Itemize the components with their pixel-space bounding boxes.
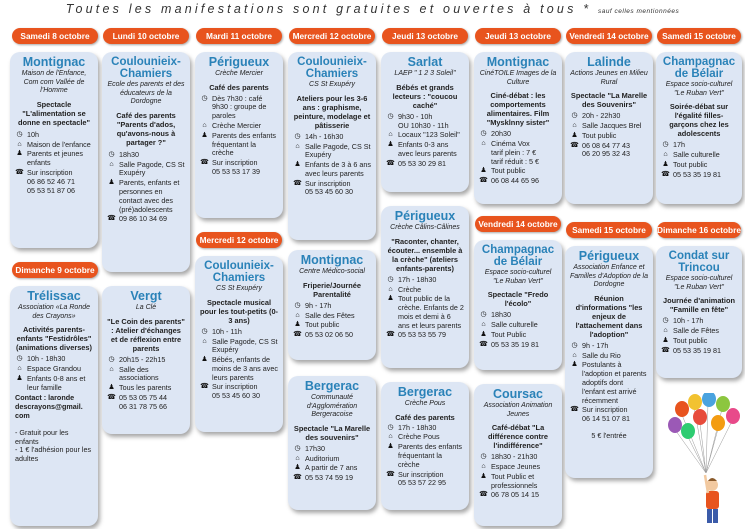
- city: Coulounieix-Chamiers: [111, 56, 181, 81]
- person-icon: ♟: [294, 161, 301, 169]
- place: Salle de Fêtes: [673, 326, 719, 336]
- city: Vergt: [130, 289, 162, 303]
- event-card: [656, 246, 742, 378]
- place: Espace Jeunes: [491, 462, 541, 472]
- balloons-illustration: [662, 393, 744, 528]
- organizer: La Clé: [135, 304, 157, 312]
- time: 9h - 17h: [582, 340, 609, 350]
- organizer: Ecole des parents et des éducateurs de la Dordogne: [107, 81, 185, 106]
- event-title: "Raconter, chanter, écouter... ensemble à la crèche" (ateliers enfants-parents): [387, 236, 463, 273]
- place: Auditorium: [305, 453, 340, 463]
- phone-icon: ☎: [293, 179, 302, 187]
- person-icon: ♟: [662, 336, 669, 344]
- event-card: [474, 240, 562, 370]
- clock-icon: ◷: [387, 423, 394, 431]
- event-card: [288, 250, 376, 360]
- pin-icon: ⌂: [109, 160, 114, 168]
- phone-icon: ☎: [661, 346, 670, 354]
- place: Salle Jacques Brel: [582, 121, 642, 131]
- organizer: Actions Jeunes en Milieu Rural: [570, 70, 648, 86]
- clock-icon: ◷: [480, 130, 487, 138]
- city: Coulounieix-Chamiers: [204, 260, 274, 285]
- time: 10h - 11h: [212, 326, 242, 336]
- place: Salle Pagode, CS St Exupéry: [212, 336, 278, 355]
- person-icon: ♟: [480, 330, 487, 338]
- phone: 06 86 52 46 71: [27, 176, 75, 186]
- city: Périgueux: [208, 55, 270, 69]
- person-icon: ♟: [480, 472, 487, 480]
- event-card: [195, 256, 283, 432]
- time: 20h15 - 22h15: [119, 354, 166, 364]
- city: Champagnac de Bélair: [662, 56, 736, 81]
- phone: 06 08 44 65 96: [491, 176, 539, 186]
- clock-icon: ◷: [387, 275, 394, 283]
- audience: Tout public: [491, 166, 526, 176]
- child-figure: [705, 475, 719, 523]
- phone: 05 53 35 19 81: [673, 345, 721, 355]
- phone-icon: ☎: [661, 170, 670, 178]
- audience: Bébés, enfants de moins de 3 ans avec leurs parents: [212, 355, 278, 382]
- clock-icon: ◷: [108, 150, 115, 158]
- person-icon: ♟: [294, 321, 301, 329]
- person-icon: ♟: [571, 131, 578, 139]
- price-note-2: - 1 € l'adhésion pour les adultes: [15, 445, 92, 464]
- organizer: Crèche Câlins-Câlines: [390, 224, 460, 232]
- place: Salle Pagode, CS St Exupéry: [305, 141, 371, 160]
- audience: Tout public: [673, 159, 708, 169]
- place: Salle du Rio: [582, 350, 621, 360]
- organizer: LAEP " 1 2 3 Soleil": [394, 70, 456, 78]
- time: 17h - 18h30: [398, 274, 437, 284]
- pin-icon: ⌂: [295, 454, 300, 462]
- clock-icon: ◷: [294, 301, 301, 309]
- pin-icon: ⌂: [481, 321, 486, 329]
- pin-icon: ⌂: [663, 151, 668, 159]
- audience: Tout Public et professionnels: [491, 471, 538, 490]
- banner-note: sauf celles mentionnées: [597, 8, 680, 15]
- phone-icon: ☎: [200, 383, 209, 391]
- place: Crèche Mercier: [212, 121, 262, 131]
- organizer: Association Animation Jeunes: [483, 402, 553, 418]
- time: 9h30 - 10h: [398, 111, 433, 121]
- banner: [0, 2, 745, 16]
- audience: Enfants 0-3 ans avec leurs parents: [398, 140, 457, 158]
- phone-icon: ☎: [479, 491, 488, 499]
- clock-icon: ◷: [571, 341, 578, 349]
- phone: 06 14 51 07 81: [582, 414, 630, 424]
- registration: Sur inscription: [398, 469, 444, 479]
- registration: Sur inscription: [582, 405, 628, 415]
- date-header: Mercredi 12 octobre: [289, 28, 375, 44]
- event-card: [10, 286, 98, 526]
- time-2: OU 10h30 - 11h: [398, 120, 449, 130]
- person-icon: ♟: [387, 443, 394, 451]
- phone-icon: ☎: [293, 331, 302, 339]
- event-card: [565, 246, 653, 478]
- organizer: CS St Exupéry: [216, 285, 262, 293]
- audience: Parents et jeunes enfants: [27, 149, 83, 168]
- person-icon: ♟: [294, 464, 301, 472]
- pin-icon: ⌂: [388, 433, 393, 441]
- phone: 05 53 35 19 81: [673, 169, 721, 179]
- city: Coulounieix-Chamiers: [297, 56, 367, 81]
- phone: 05 53 57 22 95: [398, 478, 446, 488]
- pin-icon: ⌂: [481, 463, 486, 471]
- phone-2: 06 31 78 75 66: [119, 401, 167, 411]
- place: Salle culturelle: [673, 150, 720, 160]
- organizer: CinéTOILE Images de la Culture: [479, 70, 557, 86]
- time: 18h30 - 21h30: [491, 452, 538, 462]
- registration: Sur inscription: [27, 167, 73, 177]
- event-card: [102, 286, 190, 434]
- phone: 05 53 74 59 19: [305, 473, 353, 483]
- event-title: Bébés et grands lecteurs : "coucou caché": [392, 82, 458, 110]
- city: Bergerac: [397, 385, 453, 399]
- registration: Sur inscription: [212, 158, 258, 168]
- city: Périgueux: [578, 249, 640, 263]
- person-icon: ♟: [108, 384, 115, 392]
- clock-icon: ◷: [16, 130, 23, 138]
- date-header: Lundi 10 octobre: [103, 28, 189, 44]
- phone: 06 78 05 14 15: [491, 490, 539, 500]
- person-icon: ♟: [387, 141, 394, 149]
- event-card: [381, 206, 469, 368]
- clock-icon: ◷: [387, 112, 394, 120]
- time: 18h30: [119, 149, 139, 159]
- pin-icon: ⌂: [663, 327, 668, 335]
- time: 10h: [27, 129, 39, 139]
- time: 18h30: [491, 310, 511, 320]
- event-title: Café des parents: [395, 412, 455, 422]
- organizer: Communauté d'Agglomération Bergeracoise: [306, 394, 358, 419]
- date-header: Jeudi 13 octobre: [475, 28, 561, 44]
- time: 10h - 18h30: [27, 354, 66, 364]
- pin-icon: ⌂: [17, 140, 22, 148]
- date-header: Vendredi 14 octobre: [566, 28, 652, 44]
- event-title: Friperie/Journée Parentalité: [303, 280, 361, 299]
- phone-icon: ☎: [107, 215, 116, 223]
- date-header: Dimanche 9 octobre: [12, 262, 98, 278]
- person-icon: ♟: [662, 160, 669, 168]
- organizer: Association Enfance et Familles d'Adoption de la Dordogne: [570, 264, 648, 289]
- city: Bergerac: [304, 379, 360, 393]
- pin-icon: ⌂: [202, 337, 207, 345]
- audience: Parents des enfants fréquentant la crèche: [398, 442, 462, 469]
- phone-icon: ☎: [570, 406, 579, 414]
- organizer: Centre Médico-social: [299, 268, 365, 276]
- city: Montignac: [300, 253, 364, 267]
- pin-icon: ⌂: [572, 122, 577, 130]
- city: Champagnac de Bélair: [481, 244, 555, 269]
- place: Salle Pagode, CS St Exupéry: [119, 159, 185, 178]
- event-title: Activités parents-enfants "Festidrôles" (animations diverses): [16, 325, 92, 353]
- audience: Tout Public: [491, 329, 527, 339]
- person-icon: ♟: [16, 374, 23, 382]
- phone: 05 53 53 55 79: [398, 330, 446, 340]
- event-title: Spectacle "La Marelle des Souvenirs": [570, 91, 648, 110]
- event-title: Café des parents "Parents d'ados, qu'avons-nous à partager ?": [116, 110, 176, 147]
- event-title: Journée d'animation "Famille en fête": [663, 296, 735, 315]
- clock-icon: ◷: [662, 317, 669, 325]
- clock-icon: ◷: [480, 311, 487, 319]
- pin-icon: ⌂: [572, 351, 577, 359]
- phone: 06 08 64 77 43: [582, 140, 630, 150]
- event-card: [288, 376, 376, 510]
- event-title: Café-débat "La différence contre l'indifférence": [488, 423, 548, 451]
- phone-2: 05 53 51 87 06: [27, 185, 75, 195]
- city: Coursac: [492, 387, 544, 401]
- person-icon: ♟: [16, 150, 23, 158]
- audience: Tout public: [305, 320, 340, 330]
- phone-2: 06 20 95 32 43: [582, 149, 630, 159]
- date-header: Dimanche 16 octobre: [657, 222, 741, 238]
- phone: 05 53 05 75 44: [119, 392, 167, 402]
- place: Crèche Pous: [398, 432, 440, 442]
- audience: Tous les parents: [119, 383, 172, 393]
- clock-icon: ◷: [294, 132, 301, 140]
- time: 17h - 18h30: [398, 422, 437, 432]
- audience: Tout public de la crèche. Enfants de 2 mois et demi à 6 ans et leurs parents: [398, 294, 464, 330]
- pin-icon: ⌂: [109, 365, 114, 373]
- organizer: Espace socio-culturel "Le Ruban Vert": [665, 81, 733, 97]
- city: Montignac: [22, 55, 86, 69]
- event-card: [195, 52, 283, 218]
- pin-icon: ⌂: [295, 311, 300, 319]
- price-2: tarif réduit : 5 €: [491, 156, 539, 166]
- event-card: [656, 52, 742, 204]
- event-title: Café des parents: [209, 82, 269, 92]
- person-icon: ♟: [201, 356, 208, 364]
- audience: A partir de 7 ans: [305, 463, 358, 473]
- clock-icon: ◷: [480, 453, 487, 461]
- event-title: Spectacle musical pour les tout-petits (0-3 ans): [200, 297, 279, 325]
- audience: Tout public: [673, 335, 708, 345]
- place: Crèche: [398, 284, 422, 294]
- event-card: [474, 384, 562, 526]
- date-header: Samedi 15 octobre: [566, 222, 652, 238]
- organizer: Espace socio-culturel "Le Ruban Vert": [665, 275, 733, 291]
- place: Espace Grandou: [27, 364, 81, 374]
- person-icon: ♟: [387, 295, 394, 303]
- city: Lalinde: [587, 55, 631, 69]
- price-note: - Gratuit pour les enfants: [15, 427, 69, 446]
- event-card: [474, 52, 562, 204]
- phone: 05 53 45 60 30: [212, 391, 260, 401]
- phone: 09 86 10 34 69: [119, 214, 167, 224]
- place: Locaux "123 Soleil": [398, 130, 460, 140]
- time: Dès 7h30 : café: [212, 93, 263, 103]
- phone-icon: ☎: [293, 474, 302, 482]
- price: 5 € l'entrée: [591, 430, 627, 440]
- event-title: Spectacle "Fredo l'écolo": [487, 290, 549, 309]
- event-title: Spectacle "La Marelle des souvenirs": [293, 423, 371, 442]
- clock-icon: ◷: [108, 355, 115, 363]
- date-header: Mercredi 12 octobre: [196, 232, 282, 248]
- registration: Sur inscription: [212, 382, 258, 392]
- place: Salle des Fêtes: [305, 310, 355, 320]
- time: 9h - 17h: [305, 300, 332, 310]
- phone-icon: ☎: [386, 331, 395, 339]
- pin-icon: ⌂: [17, 365, 22, 373]
- audience: Parents des enfants fréquentant la crèche: [212, 130, 276, 158]
- pin-icon: ⌂: [388, 131, 393, 139]
- price: tarif plein : 7 €: [491, 147, 537, 157]
- place: Salle culturelle: [491, 320, 538, 330]
- city: Périgueux: [394, 209, 456, 223]
- date-header: Vendredi 14 octobre: [475, 216, 561, 232]
- event-card: [381, 52, 469, 192]
- event-card: [10, 52, 98, 248]
- organizer: Crèche Mercier: [215, 70, 263, 78]
- event-title: Ciné-débat : les comportements alimentaires. Film "Mysklnny sister": [486, 91, 550, 128]
- event-title: "Le Coin des parents" : Atelier d'échanges et de réflexion entre parents: [107, 316, 185, 353]
- event-title: Ateliers pour les 3-6 ans : graphisme, peinture, modelage et pâtisserie: [293, 93, 371, 130]
- audience: Postulants à l'adoption et parents adoptifs dont l'enfant est arrivé récemment: [582, 360, 647, 405]
- audience: Enfants 0-8 ans et leur famille: [27, 373, 86, 392]
- city: Condat sur Trincou: [668, 250, 730, 275]
- clock-icon: ◷: [201, 327, 208, 335]
- clock-icon: ◷: [201, 94, 208, 102]
- time: 20h30: [491, 129, 511, 139]
- audience: Enfants de 3 à 6 ans avec leurs parents: [305, 160, 371, 178]
- phone: 05 53 53 17 39: [212, 166, 260, 176]
- organizer: CS St Exupéry: [309, 81, 355, 89]
- audience: Tout public: [582, 130, 617, 140]
- event-title: Réunion d'informations "les enjeux de l'attachement dans l'adoption": [575, 293, 643, 339]
- phone: 05 53 30 29 81: [398, 158, 446, 168]
- clock-icon: ◷: [294, 444, 301, 452]
- organizer: Maison de l'Enfance, Com com Vallée de l'Homme: [21, 70, 87, 95]
- city: Sarlat: [407, 55, 443, 69]
- contact: Contact : laronde descrayons@gmail. com: [15, 393, 83, 420]
- date-header: Samedi 8 octobre: [12, 28, 98, 44]
- registration: Sur inscription: [305, 178, 351, 188]
- banner-text: Toutes les manifestations sont gratuites et ouvertes à tous *: [65, 2, 592, 16]
- pin-icon: ⌂: [388, 285, 393, 293]
- clock-icon: ◷: [16, 355, 23, 363]
- phone-icon: ☎: [200, 159, 209, 167]
- phone-icon: ☎: [386, 159, 395, 167]
- phone: 05 53 35 19 81: [491, 339, 539, 349]
- event-card: [102, 52, 190, 272]
- event-card: [565, 52, 653, 204]
- person-icon: ♟: [480, 167, 487, 175]
- date-header: Mardi 11 octobre: [196, 28, 282, 44]
- event-card: [381, 382, 469, 510]
- pin-icon: ⌂: [481, 140, 486, 148]
- phone-icon: ☎: [386, 470, 395, 478]
- place: Salle des associations: [119, 364, 159, 383]
- time: 17h30: [305, 443, 325, 453]
- time: 20h - 22h30: [582, 111, 621, 121]
- person-icon: ♟: [201, 131, 208, 139]
- place: Cinéma Vox: [491, 139, 530, 149]
- city: Montignac: [486, 55, 550, 69]
- city: Trélissac: [27, 289, 81, 303]
- organizer: Association «La Ronde des Crayons»: [18, 304, 90, 320]
- person-icon: ♟: [108, 179, 115, 187]
- place: Maison de l'enfance: [27, 139, 91, 149]
- audience: Parents, enfants et personnes en contact avec des (pré)adolescents: [119, 178, 180, 214]
- event-card: [288, 52, 376, 240]
- phone-icon: ☎: [479, 340, 488, 348]
- clock-icon: ◷: [662, 141, 669, 149]
- phone-icon: ☎: [479, 177, 488, 185]
- phone-icon: ☎: [107, 393, 116, 401]
- person-icon: ♟: [571, 361, 578, 369]
- organizer: Crèche Pous: [404, 400, 446, 408]
- event-title: Spectacle "L'alimentation se donne en spectacle": [17, 99, 91, 127]
- date-header: Samedi 15 octobre: [657, 28, 741, 44]
- phone: 05 53 02 06 50: [305, 330, 353, 340]
- pin-icon: ⌂: [295, 142, 300, 150]
- time-2: 9h30 : groupe de paroles: [212, 102, 267, 121]
- phone-icon: ☎: [570, 141, 579, 149]
- time: 14h - 16h30: [305, 131, 344, 141]
- time: 17h: [673, 140, 685, 150]
- pin-icon: ⌂: [202, 122, 207, 130]
- organizer: Espace socio-culturel "Le Ruban Vert": [484, 269, 552, 285]
- phone-icon: ☎: [15, 168, 24, 176]
- event-title: Soirée-débat sur l'égalité filles-garçons chez les adolescents: [669, 102, 729, 139]
- clock-icon: ◷: [571, 112, 578, 120]
- time: 10h - 17h: [673, 316, 704, 326]
- date-header: Jeudi 13 octobre: [382, 28, 468, 44]
- phone: 05 53 45 60 30: [305, 187, 353, 197]
